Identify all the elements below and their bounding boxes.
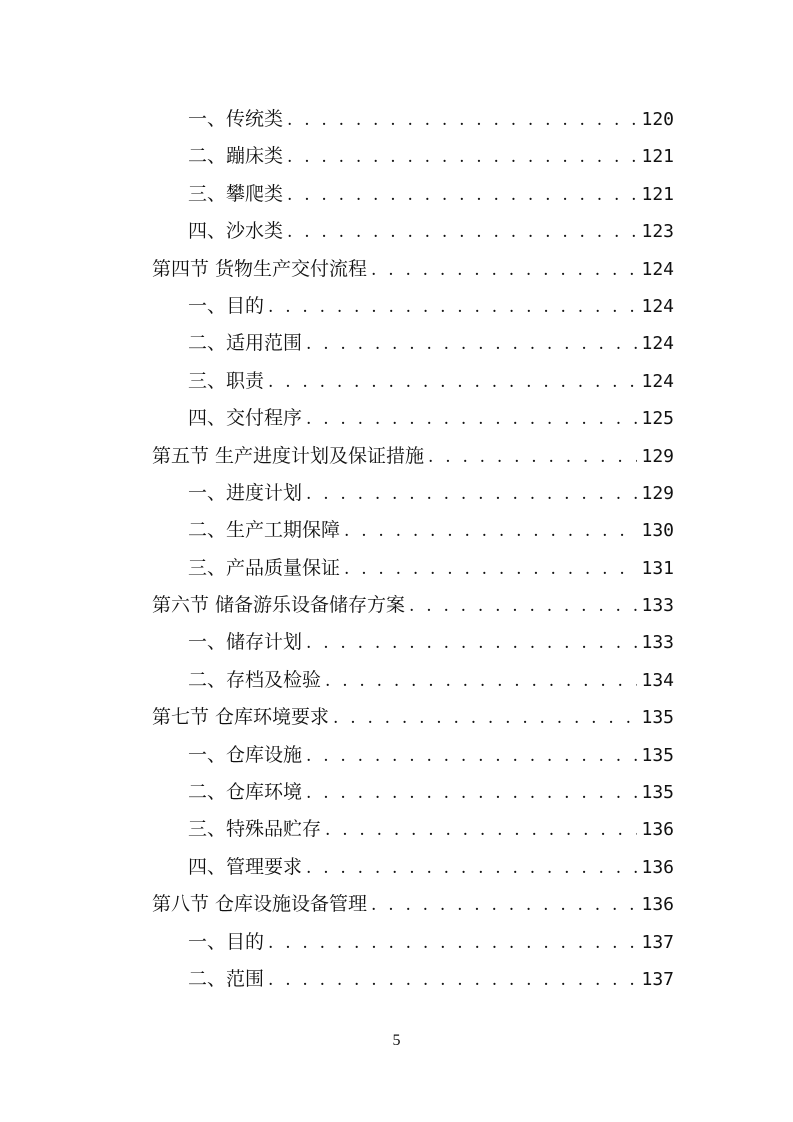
toc-dot-leader xyxy=(268,289,637,326)
toc-entry-page: 120 xyxy=(641,109,674,130)
toc-entry-page: 137 xyxy=(641,968,674,990)
toc-entry[interactable] xyxy=(152,924,674,961)
toc-entry[interactable] xyxy=(152,624,674,661)
toc-dot-leader xyxy=(325,663,637,700)
toc-entry-page: 135 xyxy=(641,782,674,804)
toc-entry-page: 125 xyxy=(641,408,674,430)
toc-entry[interactable] xyxy=(152,849,674,886)
toc-entry[interactable] xyxy=(152,774,674,811)
toc-dot-leader xyxy=(306,850,637,887)
toc-entry-title: 三、职责 xyxy=(188,369,265,392)
toc-entry-title: 一、传统类 xyxy=(188,108,284,130)
toc-entry[interactable] xyxy=(152,363,674,400)
toc-dot-leader xyxy=(371,252,637,289)
toc-dot-leader xyxy=(333,700,637,737)
toc-entry[interactable] xyxy=(152,512,674,549)
toc-entry[interactable] xyxy=(152,400,674,437)
toc-dot-leader xyxy=(344,551,637,588)
toc-dot-leader xyxy=(268,925,637,962)
page-number: 5 xyxy=(392,1032,401,1049)
toc-entry-title: 三、产品质量保证 xyxy=(188,556,341,579)
toc-entry-page: 121 xyxy=(641,146,674,168)
toc-entry-title: 第四节 货物生产交付流程 xyxy=(152,257,368,280)
toc-entry-page: 133 xyxy=(641,595,674,617)
toc-entry-title: 二、仓库环境 xyxy=(188,781,303,804)
toc-section-entry[interactable] xyxy=(152,699,674,736)
toc-entry-page: 124 xyxy=(641,258,674,280)
toc-entry-title: 二、生产工期保障 xyxy=(188,519,341,542)
toc-section-entry[interactable] xyxy=(152,886,674,923)
toc-dot-leader xyxy=(268,962,637,999)
toc-dot-leader xyxy=(306,476,637,513)
toc-section-entry[interactable] xyxy=(152,438,674,475)
toc-entry-title: 一、目的 xyxy=(188,930,265,953)
toc-entry-title: 一、进度计划 xyxy=(188,481,303,504)
toc-section-entry[interactable] xyxy=(152,587,674,624)
toc-entry-page: 133 xyxy=(641,632,674,654)
toc-entry-title: 第五节 生产进度计划及保证措施 xyxy=(152,444,425,467)
toc-dot-leader xyxy=(428,439,637,476)
toc-entry-title: 二、适用范围 xyxy=(188,332,303,355)
toc-entry-title: 第八节 仓库设施设备管理 xyxy=(152,893,368,916)
toc-entry-page: 124 xyxy=(641,370,674,392)
toc-entry-page: 129 xyxy=(641,445,674,467)
toc-entry-title: 二、存档及检验 xyxy=(188,668,322,691)
toc-entry[interactable] xyxy=(152,737,674,774)
toc-entry-title: 第六节 储备游乐设备储存方案 xyxy=(152,594,406,617)
toc-dot-leader xyxy=(306,625,637,662)
toc-dot-leader xyxy=(306,326,637,363)
toc-entry[interactable] xyxy=(152,288,674,325)
toc-entry-title: 三、攀爬类 xyxy=(188,182,284,205)
table-of-contents xyxy=(152,101,674,998)
toc-dot-leader xyxy=(287,177,637,214)
toc-entry[interactable] xyxy=(152,961,674,998)
toc-dot-leader xyxy=(306,738,637,775)
toc-entry-title: 四、沙水类 xyxy=(188,220,284,243)
toc-entry[interactable] xyxy=(152,811,674,848)
toc-dot-leader xyxy=(287,214,637,251)
toc-dot-leader xyxy=(306,775,637,812)
toc-entry-title: 一、储存计划 xyxy=(188,631,303,654)
toc-entry[interactable] xyxy=(152,662,674,699)
toc-entry-page: 124 xyxy=(641,295,674,317)
toc-entry-page: 131 xyxy=(641,557,674,579)
toc-section-entry[interactable] xyxy=(152,251,674,288)
toc-entry-page: 136 xyxy=(641,894,674,916)
toc-entry-title: 一、仓库设施 xyxy=(188,743,303,766)
toc-dot-leader xyxy=(287,139,637,176)
toc-entry[interactable] xyxy=(152,475,674,512)
toc-entry-page: 130 xyxy=(641,520,674,542)
toc-entry-page: 134 xyxy=(641,669,674,691)
toc-dot-leader xyxy=(325,812,637,849)
toc-entry-page: 135 xyxy=(641,744,674,766)
toc-entry[interactable] xyxy=(152,138,674,175)
toc-entry-title: 三、特殊品贮存 xyxy=(188,818,322,841)
toc-dot-leader xyxy=(371,887,637,924)
toc-entry-title: 第七节 仓库环境要求 xyxy=(152,706,330,729)
toc-entry[interactable] xyxy=(152,213,674,250)
toc-entry[interactable] xyxy=(152,550,674,587)
toc-entry-title: 二、范围 xyxy=(188,967,265,990)
toc-entry[interactable] xyxy=(152,176,674,213)
toc-entry-title: 四、交付程序 xyxy=(188,407,303,430)
toc-entry-page: 136 xyxy=(641,856,674,878)
toc-entry[interactable] xyxy=(152,325,674,362)
toc-entry-page: 129 xyxy=(641,482,674,504)
toc-dot-leader xyxy=(409,588,637,625)
toc-entry-page: 137 xyxy=(641,931,674,953)
toc-entry-page: 123 xyxy=(641,221,674,243)
toc-entry-page: 124 xyxy=(641,333,674,355)
toc-dot-leader xyxy=(287,102,637,139)
toc-entry-page: 121 xyxy=(641,183,674,205)
toc-dot-leader xyxy=(344,513,637,550)
toc-dot-leader xyxy=(268,364,637,401)
toc-entry-title: 二、蹦床类 xyxy=(188,145,284,168)
toc-entry-title: 四、管理要求 xyxy=(188,855,303,878)
toc-entry-page: 135 xyxy=(641,707,674,729)
toc-dot-leader xyxy=(306,401,637,438)
toc-entry-page: 136 xyxy=(641,819,674,841)
toc-entry[interactable] xyxy=(152,101,674,138)
toc-entry-title: 一、目的 xyxy=(188,294,265,317)
